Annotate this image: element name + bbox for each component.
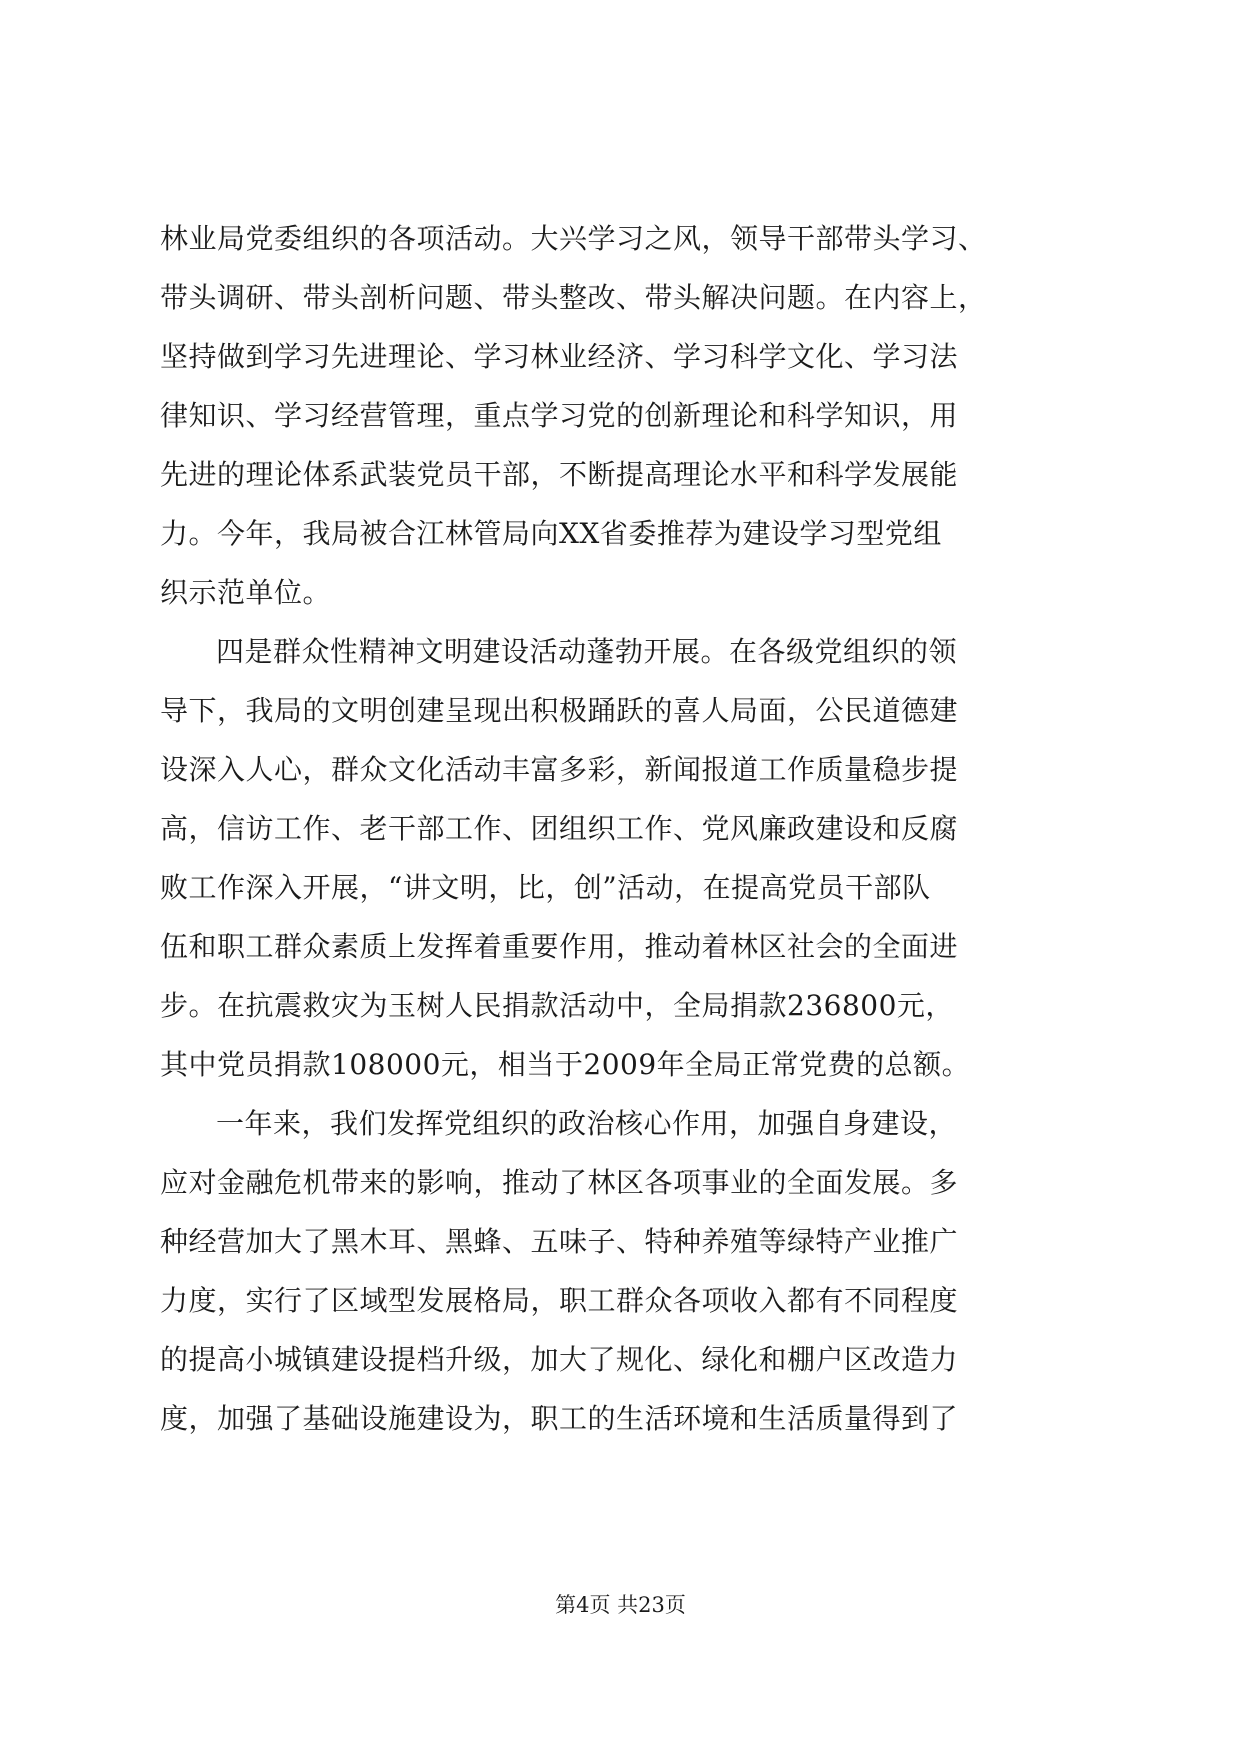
text-line: 步。在抗震救灾为玉树人民捐款活动中，全局捐款236800元， bbox=[160, 989, 954, 1022]
text-line: 坚持做到学习先进理论、学习林业经济、学习科学文化、学习法 bbox=[160, 340, 959, 373]
text-line: 种经营加大了黑木耳、黑蜂、五味子、特种养殖等绿特产业推广 bbox=[160, 1225, 959, 1258]
text-line: 败工作深入开展，“讲文明，比，创”活动，在提高党员干部队 bbox=[160, 871, 931, 904]
text-line: 度，加强了基础设施建设为，职工的生活环境和生活质量得到了 bbox=[160, 1402, 959, 1435]
text-line: 应对金融危机带来的影响，推动了林区各项事业的全面发展。多 bbox=[160, 1166, 959, 1199]
paragraph-first-line: 一年来，我们发挥党组织的政治核心作用，加强自身建设， bbox=[216, 1107, 958, 1140]
text-line: 先进的理论体系武装党员干部，不断提高理论水平和科学发展能 bbox=[160, 458, 959, 491]
text-line: 的提高小城镇建设提档升级，加大了规化、绿化和棚户区改造力 bbox=[160, 1343, 959, 1376]
text-line: 伍和职工群众素质上发挥着重要作用，推动着林区社会的全面进 bbox=[160, 930, 959, 963]
text-line: 其中党员捐款108000元，相当于2009年全局正常党费的总额。 bbox=[160, 1048, 971, 1081]
text-line: 律知识、学习经营管理，重点学习党的创新理论和科学知识，用 bbox=[160, 399, 959, 432]
text-line: 力。今年，我局被合江林管局向XX省委推荐为建设学习型党组 bbox=[160, 517, 942, 550]
text-line: 林业局党委组织的各项活动。大兴学习之风，领导干部带头学习、 bbox=[160, 222, 987, 255]
paragraph-first-line: 四是群众性精神文明建设活动蓬勃开展。在各级党组织的领 bbox=[216, 635, 958, 668]
text-line: 设深入人心，群众文化活动丰富多彩，新闻报道工作质量稳步提 bbox=[160, 753, 959, 786]
text-line: 带头调研、带头剖析问题、带头整改、带头解决问题。在内容上， bbox=[160, 281, 987, 314]
text-line: 高，信访工作、老干部工作、团组织工作、党风廉政建设和反腐 bbox=[160, 812, 959, 845]
text-line: 织示范单位。 bbox=[160, 576, 332, 609]
body-text bbox=[160, 209, 1080, 1448]
page-footer: 第4页 共23页 bbox=[555, 1593, 686, 1617]
text-line: 力度，实行了区域型发展格局，职工群众各项收入都有不同程度 bbox=[160, 1284, 959, 1317]
text-line: 导下，我局的文明创建呈现出积极踊跃的喜人局面，公民道德建 bbox=[160, 694, 959, 727]
